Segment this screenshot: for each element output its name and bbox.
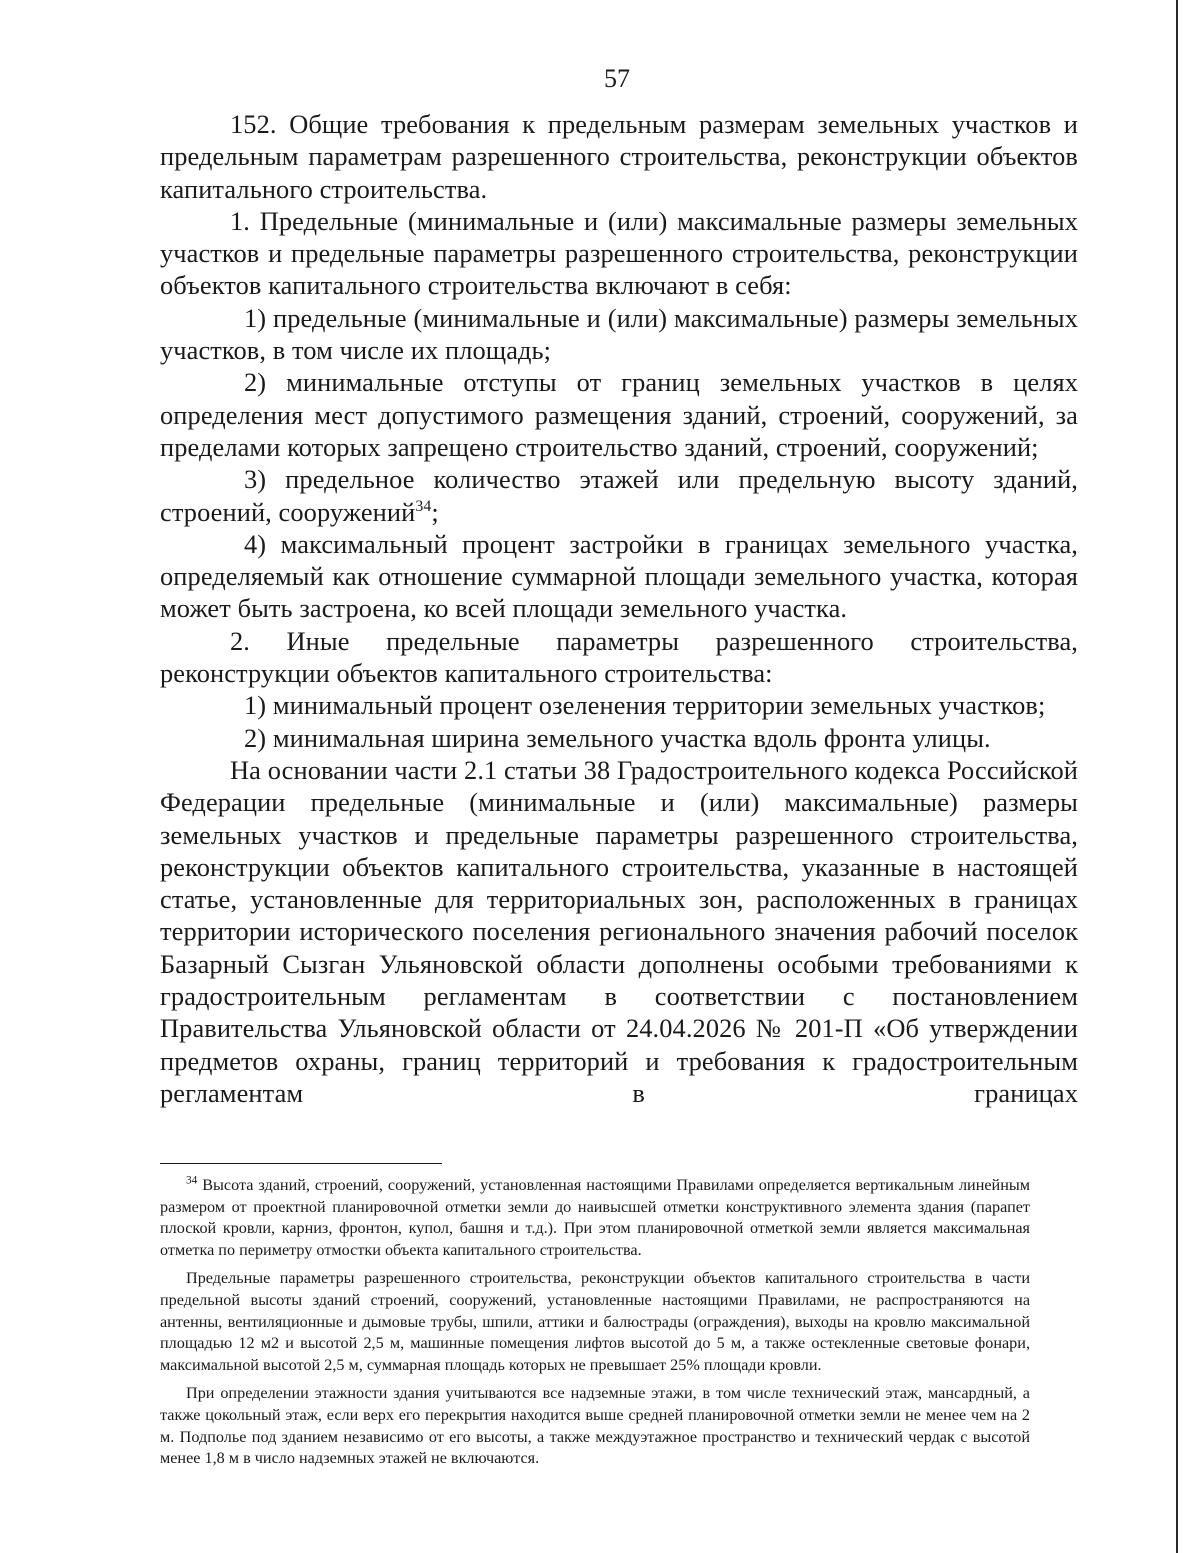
paragraph-1-item-3-text: 3) предельное количество этажей или предельную высоту зданий, строений, сооружений	[160, 464, 1078, 527]
paragraph-2-item-1: 1) минимальный процент озеленения территории земельных участков;	[244, 690, 1046, 721]
footnote-marker: 34	[186, 1174, 198, 1187]
paragraph-1-item-4: 4) максимальный процент застройки в границах земельного участка, определяемый как отношение суммарной площади земельного участка, которая может быть застроена, ко всей площади земельного участка.	[160, 528, 1078, 624]
footnote-34-paragraph-2: Предельные параметры разрешенного строительства, реконструкции объектов капитального строительства в части предельной высоты зданий строений, сооружений, установленные настоящими Правилами, не распространяются на антенны, вентиляционные и дымовые трубы, шпили, аттики и балюстрады (ограждения), выходы на кровлю максимальной площадью 12 м2 и высотой 2,5 м, машинные помещения лифтов высотой до 5 м, а также остекленные световые фонари, максимальной высотой 2,5 м, суммарная площадь которых не превышает 25% площади кровли.	[160, 1269, 1030, 1374]
footnote-34-text-1: Высота зданий, строений, сооружений, установленная настоящими Правилами определяется вертикальным линейным размером от проектной планировочной отметки земли до наивысшей отметки конструктивного элемента здания (парапет плоской кровли, карниз, фронтон, купол, башня и т.д.). При этом планировочной отметкой земли является максимальная отметка по периметру отмостки объекта капитального строительства.	[160, 1176, 1030, 1259]
paragraph-1-item-3-end: ;	[431, 496, 439, 527]
paragraph-2: 2. Иные предельные параметры разрешенного строительства, реконструкции объектов капитального строительства:	[160, 625, 1078, 689]
paragraph-basis: На основании части 2.1 статьи 38 Градостроительного кодекса Российской Федерации предельные (минимальные и (или) максимальные) размеры земельных участков и предельные параметры разрешенного строительства, реконструкции объектов капитального строительства, указанные в настоящей статье, установленные для территориальных зон, расположенных в границах территории исторического поселения регионального значения рабочий поселок Базарный Сызган Ульяновской области дополнены особыми требованиями к градостроительным регламентам в соответствии с постановлением Правительства Ульяновской области от 24.04.2026 № 201-П «Об утверждении предметов охраны, границ территорий и требования к градостроительным регламентам в границах	[160, 754, 1078, 1108]
page-edge-line	[1176, 0, 1178, 1553]
footnote-34-paragraph-3: При определении этажности здания учитываются все надземные этажи, в том числе технический этаж, мансардный, а также цокольный этаж, если верх его перекрытия находится выше средней планировочной отметки земли не менее чем на 2 м. Подполье под зданием независимо от его высоты, а также междуэтажное пространство и технический чердак с высотой менее 1,8 м в число надземных этажей не включаются.	[160, 1384, 1030, 1468]
paragraph-152: 152. Общие требования к предельным размерам земельных участков и предельным параметрам разрешенного строительства, реконструкции объектов капитального строительства.	[160, 109, 1078, 204]
paragraph-1: 1. Предельные (минимальные и (или) максимальные размеры земельных участков и предельные параметры разрешенного строительства, реконструкции объектов капитального строительства включают в себя:	[160, 205, 1078, 301]
page-number: 57	[604, 64, 630, 93]
footnotes-block	[160, 1175, 1030, 1477]
paragraph-2-item-2: 2) минимальная ширина земельного участка вдоль фронта улицы.	[244, 722, 991, 753]
footnote-34-paragraph-1	[160, 1175, 1030, 1261]
footnote-separator	[160, 1163, 442, 1164]
document-body	[160, 108, 1078, 1109]
paragraph-1-item-3	[160, 463, 1078, 528]
paragraph-1-item-1: 1) предельные (минимальные и (или) максимальные) размеры земельных участков, в том числе их площадь;	[160, 302, 1078, 366]
paragraph-1-item-2: 2) минимальные отступы от границ земельных участков в целях определения мест допустимого размещения зданий, строений, сооружений, за пределами которых запрещено строительство зданий, строений, сооружений;	[160, 367, 1078, 462]
footnote-reference[interactable]: 34	[415, 497, 432, 515]
